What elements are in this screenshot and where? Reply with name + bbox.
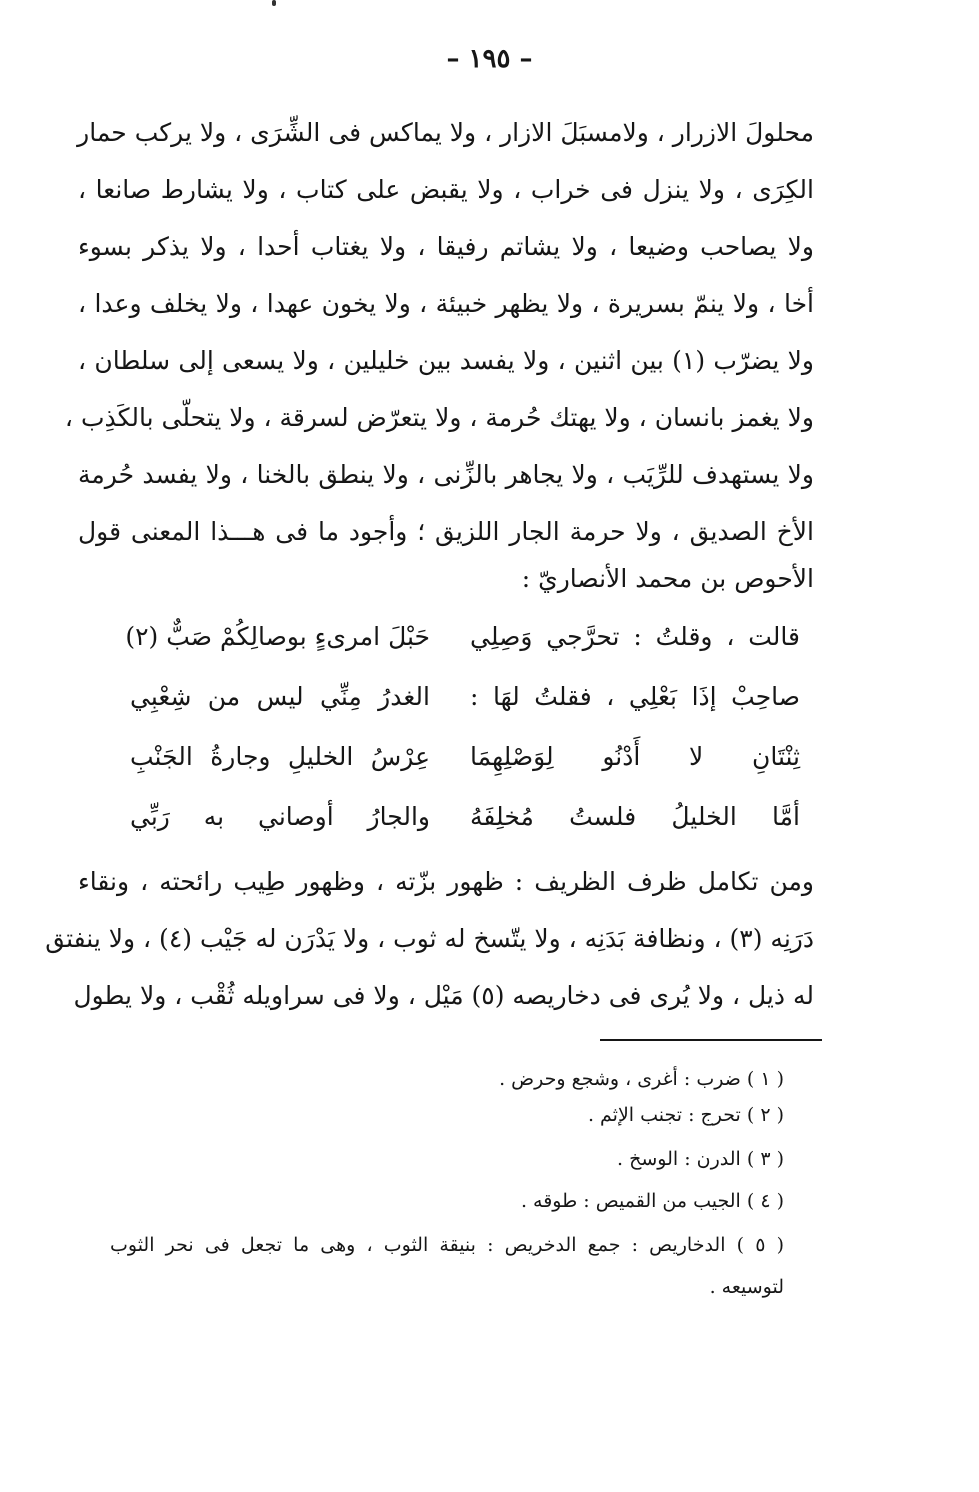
- verse-first-hemistich: ثِنْتَانِ لا أَدْنُو لِوَصْلِهِمَا: [470, 742, 800, 771]
- body-line: الأخ الصديق ، ولا حرمة الجار اللزيق ؛ وأجود ما فى هـــذا المعنى قول: [78, 517, 814, 546]
- page-number: – ١٩٥ –: [446, 44, 533, 74]
- body-line: دَرَنِه (٣) ، ونظافة بَدَنِه ، ولا يتّسخ له ثوب ، ولا يَدْرَن له جَيْب (٤) ، ولا ينفتق: [45, 924, 814, 953]
- body-line: له ذيل ، ولا يُرى فى دخاريصه (٥) مَيْل ، ولا فى سراويله ثُقْب ، ولا يطول: [73, 981, 814, 1010]
- verse-first-hemistich: أمَّا الخليلُ فلستُ مُخلِفَهُ: [470, 802, 800, 831]
- body-line: ولا يضرّب (١) بين اثنين ، ولا يفسد بين خليلين ، ولا يسعى إلى سلطان ،: [78, 346, 814, 375]
- verse-second-hemistich: والجارُ أوصاني به رَبِّي: [130, 802, 430, 831]
- footnote-continuation: لتوسيعه .: [709, 1276, 784, 1298]
- verse-second-hemistich: الغدرُ مِنِّي ليس من شِعْبِي: [130, 682, 430, 711]
- footnote: ( ٢ ) تحرج : تجنب الإثم .: [587, 1104, 784, 1126]
- verse-first-hemistich: قالت ، وقلتُ : تحرَّجي وَصِلِي: [470, 622, 800, 651]
- body-line: ولا يصاحب وضيعا ، ولا يشاتم رفيقا ، ولا يغتاب أحدا ، ولا يذكر بسوء: [78, 232, 814, 261]
- footnote: ( ٤ ) الجيب من القميص : طوقه .: [520, 1190, 784, 1212]
- footnote: ( ٥ ) الدخاريص : جمع الدخريص : بنيقة الثوب ، وهى ما تجعل فى نحر الثوب: [110, 1234, 784, 1256]
- verse-second-hemistich: عِرْسُ الخليلِ وجارةُ الجَنْبِ: [130, 742, 430, 771]
- body-line: الأحوص بن محمد الأنصاريّ :: [521, 564, 814, 593]
- body-line: محلولَ الازرار ، ولامسبَلَ الازار ، ولا يماكس فى الشِّرَى ، ولا يركب حمار: [77, 118, 814, 147]
- footnote-divider: [600, 1039, 822, 1041]
- body-line: ومن تكامل ظرف الظريف : ظهور بزّته ، وظهور طِيب رائحته ، ونقاء: [78, 867, 814, 896]
- footnote: ( ١ ) ضرب : أغرى ، وشجع وحرض .: [499, 1068, 784, 1090]
- verse-first-hemistich: صاحِبْ إذَا بَعْلِي ، فقلتُ لهَا :: [470, 682, 800, 711]
- body-line: الكِرَى ، ولا ينزل فى خراب ، ولا يقبض على كتاب ، ولا يشارط صانعا ،: [78, 175, 814, 204]
- footnote: ( ٣ ) الدرن : الوسخ .: [617, 1148, 784, 1170]
- body-line: ولا يغمز بانسان ، ولا يهتك حُرمة ، ولا يتعرّض لسرقة ، ولا يتحلّى بالكَذِب ،: [64, 403, 814, 432]
- verse-second-hemistich: حَبْلَ امرىءٍ بوصالِكُمْ صَبٌّ (٢): [125, 622, 430, 651]
- body-line: أخا ، ولا ينمّ بسريرة ، ولا يظهر خبيئة ، ولا يخون عهدا ، ولا يخلف وعدا ،: [78, 289, 814, 318]
- body-line: ولا يستهدف للرِّيَب ، ولا يجاهر بالزِّنى ، ولا ينطق بالخنا ، ولا يفسد حُرمة: [78, 460, 814, 489]
- page-speck: [272, 0, 276, 6]
